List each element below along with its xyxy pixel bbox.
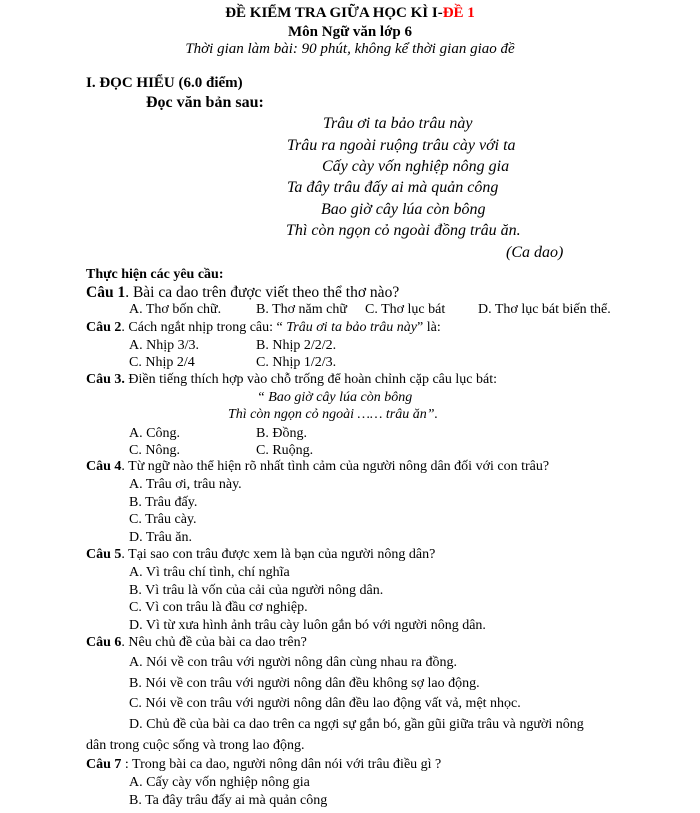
option-d: C. Nhịp 1/2/3. [256,355,337,370]
option-b: B. Trâu đấy. [129,495,198,510]
option-b: B. Vì trâu là vốn của cải của người nông dân. [129,583,384,598]
option-a: A. Nói về con trâu với người nông dân cùng nhau ra đồng. [129,655,457,670]
question-text: . Nêu chủ đề của bài ca dao trên? [121,635,307,650]
option-a: A. Vì trâu chí tình, chí nghĩa [129,565,290,580]
time-line: Thời gian làm bài: 90 phút, không kể thời gian giao đề [185,41,515,57]
question-text-end: ” là: [417,320,441,335]
option-a: A. Cấy cày vốn nghiệp nông gia [129,775,310,790]
poem-line: Trâu ra ngoài ruộng trâu cày với ta [287,137,516,154]
poem-source: (Ca dao) [506,244,564,261]
option-a: A. Công. [129,426,180,441]
section-heading: I. ĐỌC HIỂU (6.0 điểm) [86,75,243,91]
option-c: C. Nhịp 2/4 [129,355,195,370]
reading-instruction: Đọc văn bản sau: [146,94,264,111]
option-c: C. Vì con trâu là đầu cơ nghiệp. [129,600,308,615]
question-quote: Trâu ơi ta bảo trâu này [286,320,418,335]
question-7 [86,758,441,772]
option-c: C. Nông. [129,443,180,458]
option-c: C. Thơ lục bát [365,302,446,317]
question-text: . Tại sao con trâu được xem là bạn của người nông dân? [121,547,436,562]
question-2 [86,321,441,335]
question-label: Câu 3. [86,372,125,387]
option-b: B. Đồng. [256,426,307,441]
option-d-continued: dân trong cuộc sống và trong lao động. [86,738,305,753]
question-text: . Cách ngắt nhịp trong câu: “ [121,320,287,335]
question-label: Câu 6 [86,635,122,650]
option-a: A. Trâu ơi, trâu này. [129,477,242,492]
option-b: B. Ta đây trâu đấy ai mà quản công [129,793,328,808]
option-c: C. Nói về con trâu với người nông dân đều lao động vất vả, mệt nhọc. [129,696,521,711]
quote-line: Thì còn ngọn cỏ ngoài …… trâu ăn”. [228,407,439,422]
exam-title-number: ĐỀ 1 [442,5,475,21]
question-label: Câu 1 [86,284,126,301]
exam-title-main: ĐỀ KIỂM TRA GIỮA HỌC KÌ I- [225,5,443,21]
question-label: Câu 5 [86,547,122,562]
option-d: D. Vì từ xưa hình ảnh trâu cày luôn gắn bó với người nông dân. [129,618,486,633]
option-d: D. Trâu ăn. [129,530,193,545]
question-6 [86,636,307,650]
question-label: Câu 7 [86,757,122,772]
poem-line: Ta đây trâu đấy ai mà quản công [287,179,499,196]
quote-line: “ Bao giờ cây lúa còn bông [257,390,413,405]
question-label: Câu 4 [86,459,122,474]
option-c: C. Trâu cày. [129,512,197,527]
question-4 [86,460,549,474]
poem-line: Cấy cày vốn nghiệp nông gia [322,158,510,175]
question-3 [86,373,497,387]
poem-line: Bao giờ cây lúa còn bông [321,201,486,218]
poem-line: Thì còn ngọn cỏ ngoài đồng trâu ăn. [286,222,521,239]
question-text: : Trong bài ca dao, người nông dân nói với trâu điều gì ? [121,757,442,772]
option-b: B. Thơ năm chữ [256,302,347,317]
question-1 [86,285,399,301]
question-5 [86,548,435,562]
subject-line: Môn Ngữ văn lớp 6 [288,24,412,40]
option-b: B. Nói về con trâu với người nông dân đều không sợ lao động. [129,676,480,691]
option-a: A. Thơ bốn chữ. [129,302,222,317]
option-d: D. Thơ lục bát biến thể. [478,302,611,317]
exam-title [0,6,700,21]
question-text: Điền tiếng thích hợp vào chỗ trống để hoàn chỉnh cặp câu lục bát: [124,372,497,387]
option-a: A. Nhịp 3/3. [129,338,199,353]
question-text: . Bài ca dao trên được viết theo thể thơ nào? [125,284,400,301]
option-b: B. Nhịp 2/2/2. [256,338,337,353]
poem-line: Trâu ơi ta bảo trâu này [323,115,473,132]
tasks-heading: Thực hiện các yêu cầu: [86,267,224,282]
question-label: Câu 2 [86,320,122,335]
option-d: D. Chủ đề của bài ca dao trên ca ngợi sự gắn bó, gần gũi giữa trâu và người nông [129,717,584,732]
option-d: C. Ruộng. [256,443,314,458]
question-text: . Từ ngữ nào thể hiện rõ nhất tình cảm của người nông dân đối với con trâu? [121,459,550,474]
